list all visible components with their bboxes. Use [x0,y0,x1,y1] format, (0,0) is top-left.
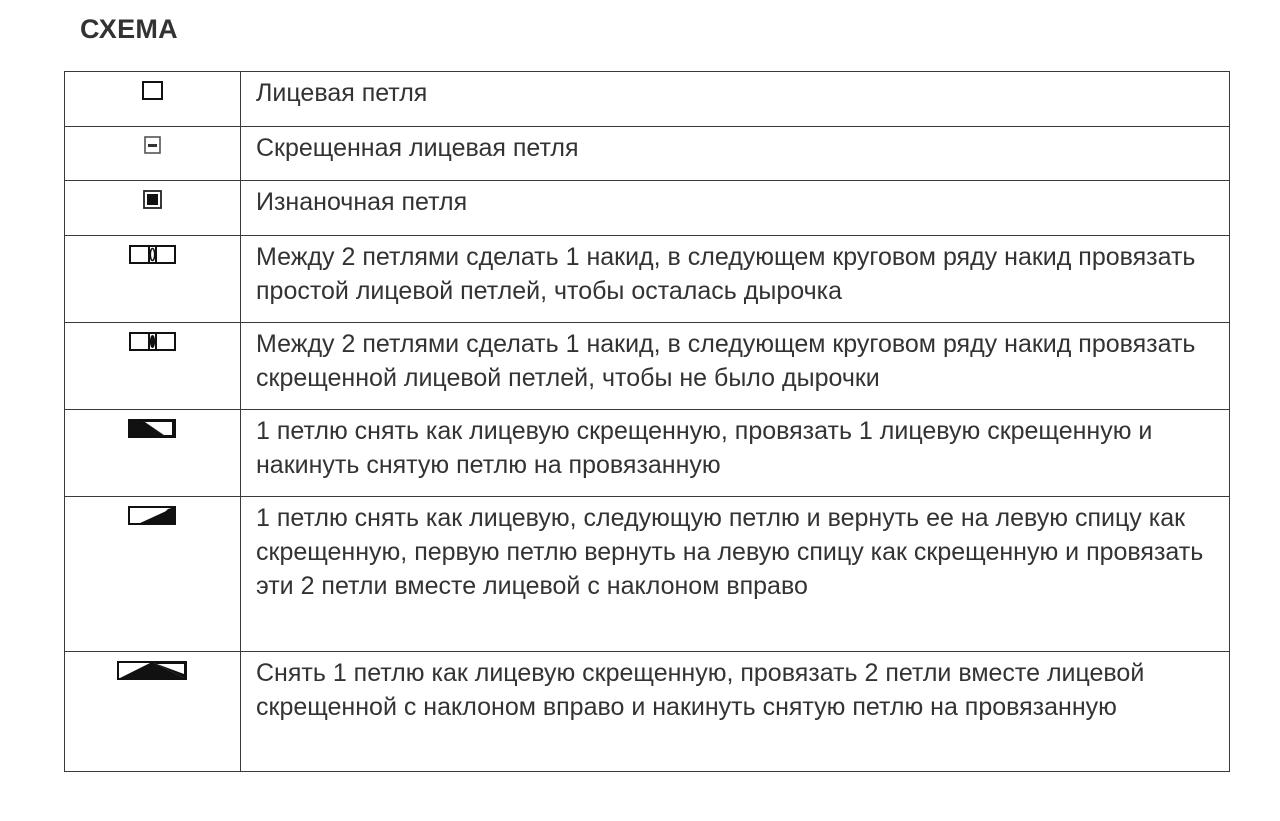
legend-description: Между 2 петлями сделать 1 накид, в следующем круговом ряду накид провязать скрещенной лицевой петлей, чтобы не было дырочки [241,323,1230,410]
symbol-cell [65,323,241,410]
slip-twisted-pass-over-icon [128,418,178,440]
yarn-over-closed-icon [129,331,177,353]
legend-row [65,497,1230,652]
legend-description: Лицевая петля [241,72,1230,127]
symbol-cell [65,652,241,772]
legend-row [65,127,1230,181]
legend-description: 1 петлю снять как лицевую, следующую петлю и вернуть ее на левую спицу как скрещенную, первую петлю вернуть на левую спицу как скрещенную и провязать эти 2 петли вместе лицевой с наклоном вправо [241,497,1230,652]
symbol-cell [65,72,241,127]
symbol-cell [65,497,241,652]
purl-stitch-icon [142,189,164,211]
legend-row [65,72,1230,127]
legend-row [65,236,1230,323]
k2tog-right-lean-icon [128,505,178,527]
symbol-cell [65,181,241,236]
knit-stitch-icon [141,80,165,102]
legend-description: Скрещенная лицевая петля [241,127,1230,181]
symbol-cell [65,410,241,497]
legend-row [65,410,1230,497]
twisted-knit-stitch-icon [143,135,163,157]
legend-description: Между 2 петлями сделать 1 накид, в следующем круговом ряду накид провязать простой лицевой петлей, чтобы осталась дырочка [241,236,1230,323]
stitch-legend-table [64,71,1230,772]
symbol-cell [65,127,241,181]
symbol-cell [65,236,241,323]
legend-description: Изнаночная петля [241,181,1230,236]
double-decrease-icon [117,660,189,682]
legend-description: Снять 1 петлю как лицевую скрещенную, провязать 2 петли вместе лицевой скрещенной с наклоном вправо и накинуть снятую петлю на провязанную [241,652,1230,772]
legend-row [65,323,1230,410]
legend-description: 1 петлю снять как лицевую скрещенную, провязать 1 лицевую скрещенную и накинуть снятую петлю на провязанную [241,410,1230,497]
yarn-over-hole-icon [129,244,177,266]
page-title: СХЕМА [80,14,178,44]
legend-row [65,652,1230,772]
legend-row [65,181,1230,236]
